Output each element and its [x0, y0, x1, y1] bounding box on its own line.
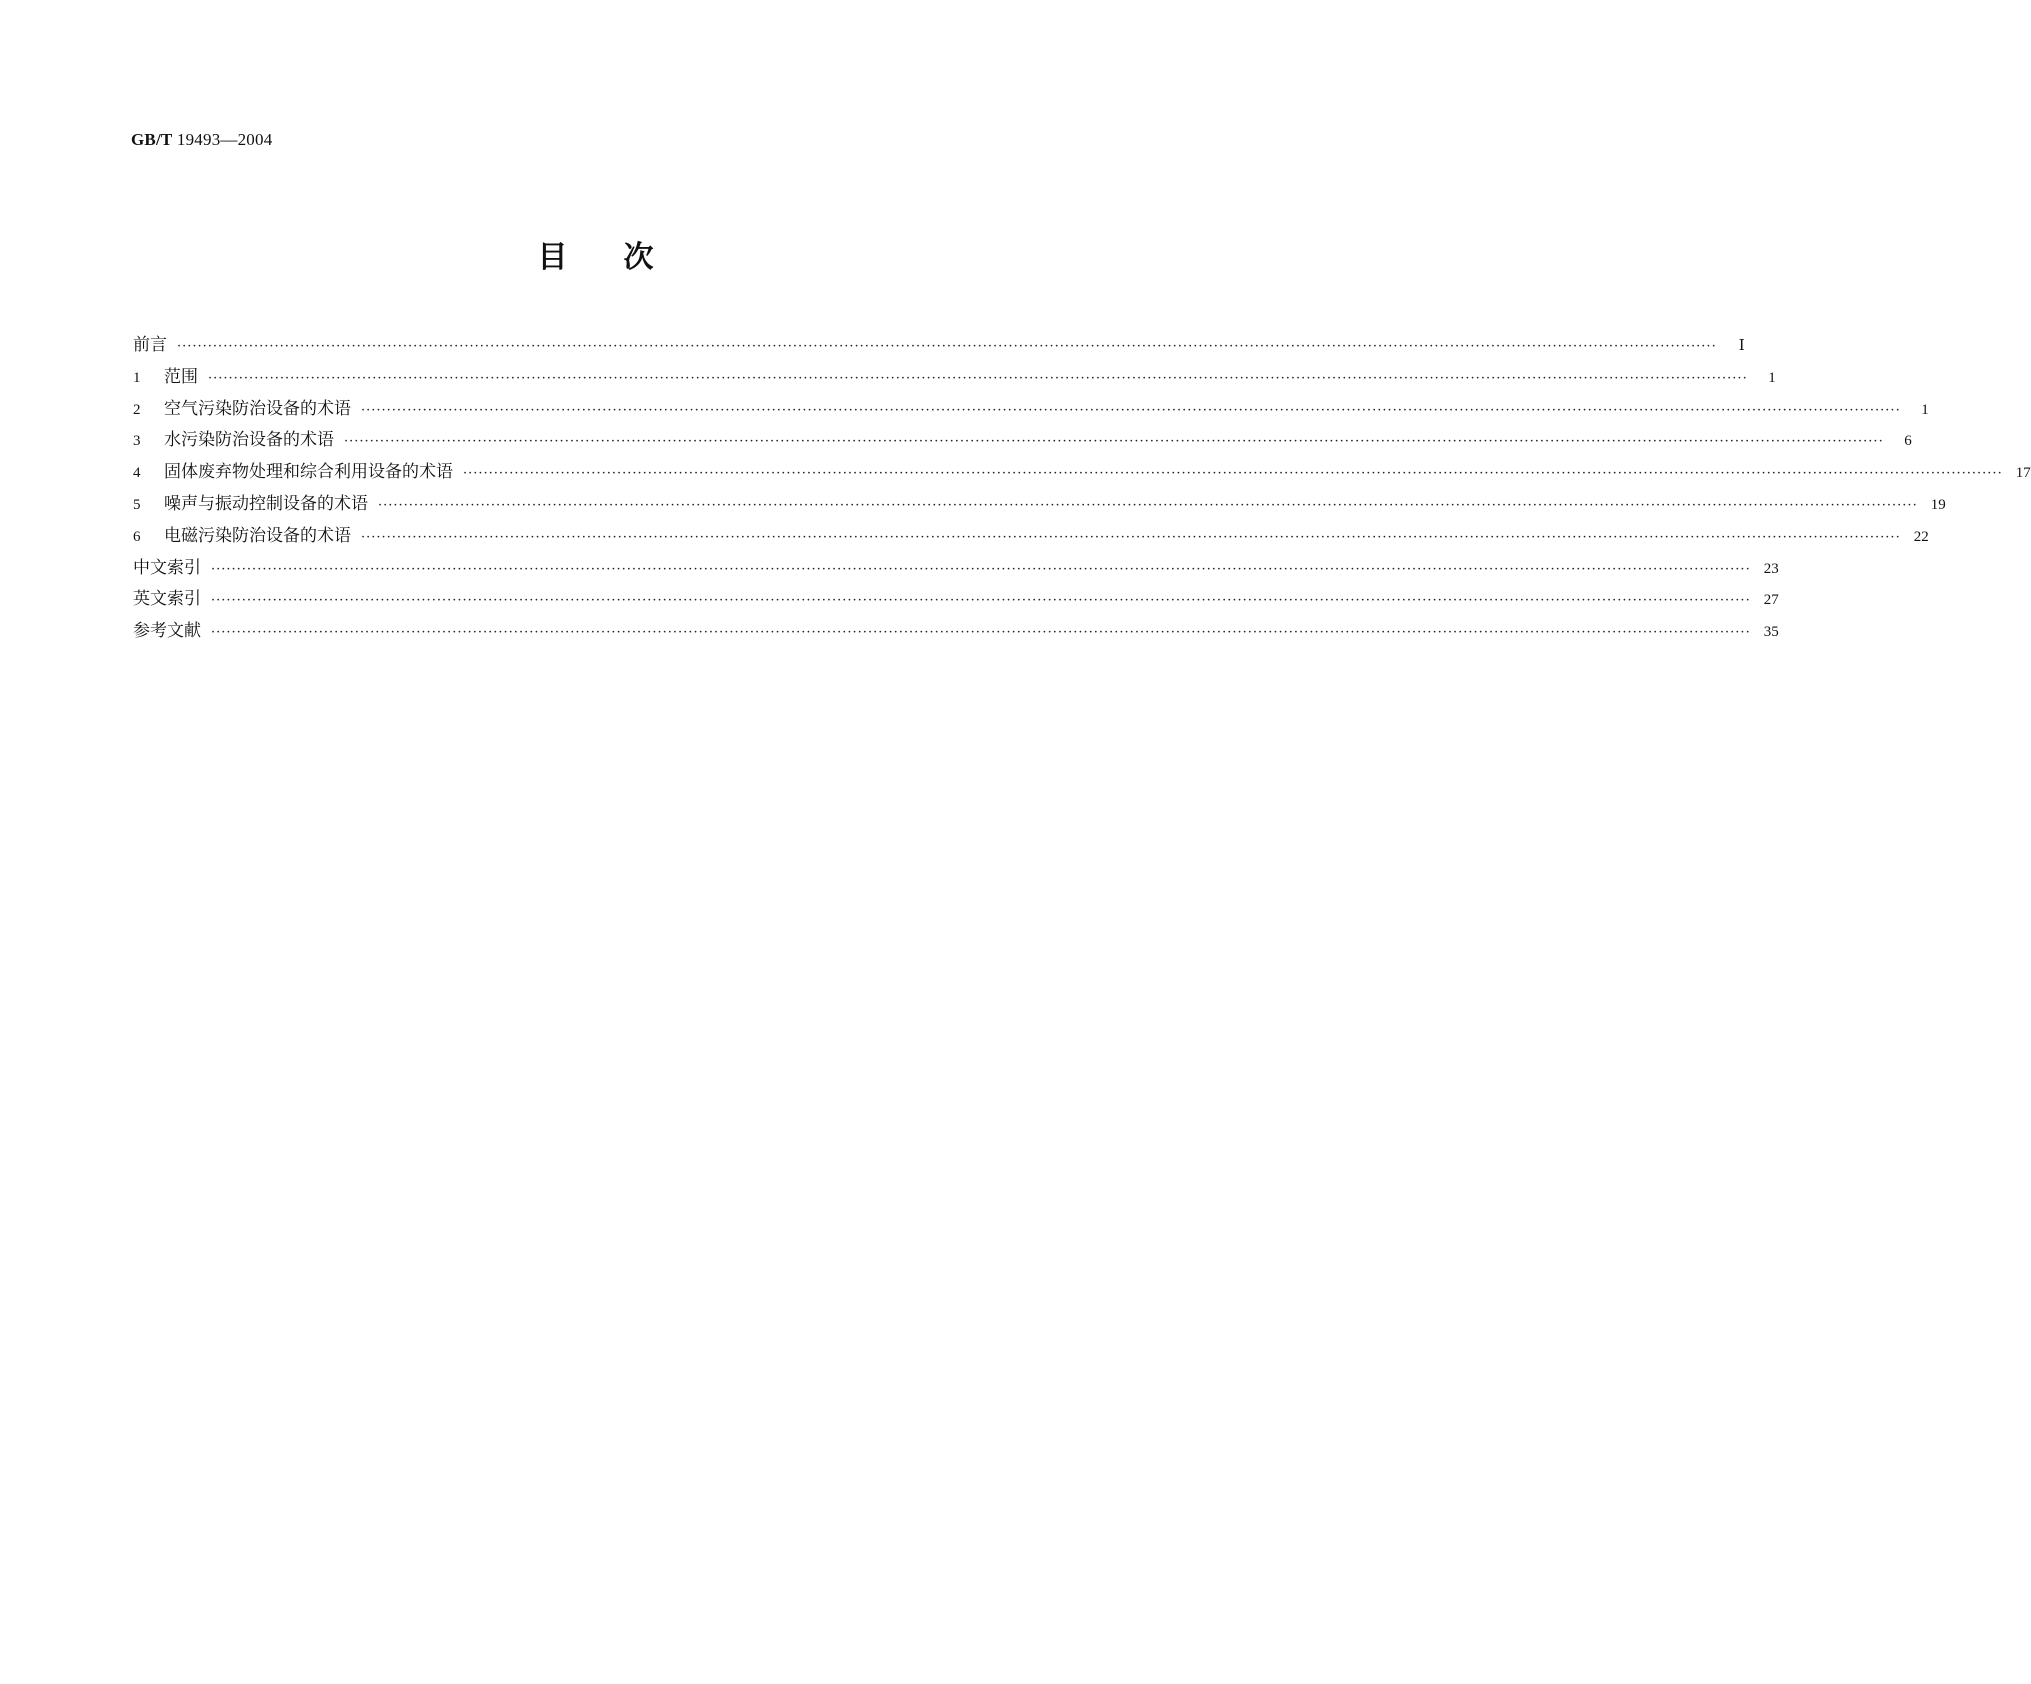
- toc-dot-leader: ············································································································································································································································································································: [344, 434, 1884, 450]
- table-of-contents: [133, 330, 2031, 648]
- toc-entry-preface[interactable]: [133, 330, 1745, 362]
- toc-entry-chinese-index[interactable]: [133, 553, 1779, 585]
- toc-entry-label: 噪声与振动控制设备的术语: [164, 493, 368, 514]
- toc-entry-label: 参考文献: [133, 621, 201, 642]
- toc-entry-page: 17: [2015, 465, 2031, 482]
- toc-entry-2[interactable]: [133, 394, 1929, 426]
- toc-dot-leader: ············································································································································································································································································································: [177, 339, 1717, 354]
- toc-entry-label: 固体废弃物处理和综合利用设备的术语: [164, 462, 453, 483]
- standard-code-prefix: GB/T: [131, 130, 173, 149]
- standard-code-number: 19493—2004: [176, 130, 273, 149]
- toc-dot-leader: ············································································································································································································································································································: [211, 593, 1751, 609]
- toc-entry-number: 6: [133, 528, 141, 545]
- toc-entry-label: 中文索引: [133, 557, 201, 578]
- toc-entry-label: 水污染防治设备的术语: [164, 430, 334, 451]
- toc-dot-leader: ············································································································································································································································································································: [211, 561, 1751, 577]
- toc-entry-label: 前言: [133, 335, 167, 355]
- toc-entry-5[interactable]: [133, 489, 1946, 521]
- toc-entry-page: 27: [1763, 592, 1779, 609]
- toc-entry-references[interactable]: [133, 616, 1779, 648]
- toc-entry-page: Ⅰ: [1738, 338, 1745, 354]
- toc-dot-leader: ············································································································································································································································································································: [208, 370, 1748, 386]
- toc-title: 目次: [537, 240, 710, 275]
- toc-entry-number: 5: [133, 496, 141, 513]
- toc-entry-label: 电磁污染防治设备的术语: [164, 525, 351, 546]
- toc-entry-label: 英文索引: [133, 589, 201, 610]
- toc-entry-page: 35: [1763, 624, 1779, 641]
- toc-entry-4[interactable]: [133, 457, 2031, 489]
- toc-entry-english-index[interactable]: [133, 584, 1779, 616]
- toc-dot-leader: ············································································································································································································································································································: [378, 497, 1918, 513]
- toc-entry-1[interactable]: [133, 362, 1776, 394]
- toc-entry-page: 22: [1913, 528, 1929, 545]
- toc-dot-leader: ············································································································································································································································································································: [211, 625, 1751, 641]
- toc-entry-label: 范围: [164, 366, 198, 387]
- toc-entry-page: 6: [1904, 433, 1912, 450]
- toc-entry-page: 19: [1930, 496, 1946, 513]
- standard-code: [131, 130, 272, 150]
- toc-entry-number: 3: [133, 433, 141, 450]
- toc-entry-number: 1: [133, 369, 141, 386]
- toc-dot-leader: ············································································································································································································································································································: [361, 402, 1901, 418]
- toc-entry-3[interactable]: [133, 425, 1912, 457]
- toc-entry-label: 空气污染防治设备的术语: [164, 398, 351, 419]
- toc-dot-leader: ············································································································································································································································································································: [463, 466, 2003, 482]
- toc-dot-leader: ············································································································································································································································································································: [361, 529, 1901, 545]
- toc-entry-page: 1: [1921, 401, 1929, 418]
- toc-entry-number: 2: [133, 401, 141, 418]
- toc-entry-page: 1: [1768, 369, 1776, 386]
- toc-entry-number: 4: [133, 465, 141, 482]
- toc-entry-page: 23: [1763, 560, 1779, 577]
- toc-entry-6[interactable]: [133, 521, 1929, 553]
